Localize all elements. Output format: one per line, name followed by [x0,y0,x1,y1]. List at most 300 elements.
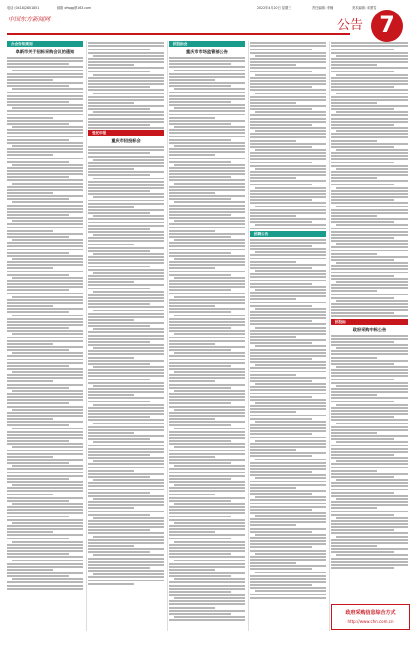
text-line [88,64,134,66]
article-title: 政府采购中标公告 [352,326,387,332]
text-line [250,481,326,483]
text-line [169,566,245,568]
text-line [88,118,164,120]
text-line [7,85,69,87]
text-line [88,67,164,69]
text-line [88,539,164,541]
text-line [12,258,83,260]
text-line [331,121,408,123]
text-line [250,99,326,101]
text-line [174,126,245,128]
text-line [7,318,83,320]
text-line [88,209,164,211]
text-line [250,556,326,558]
text-line [93,159,164,161]
text-line [7,267,53,269]
text-line [250,427,326,429]
text-line [88,401,150,403]
text-line [331,451,408,453]
text-line [331,268,408,270]
text-line [169,242,245,244]
text-line [250,499,326,501]
text-line [250,484,326,486]
text-line [331,272,408,274]
text-line [336,111,408,113]
text-line [7,475,83,477]
text-line [88,171,164,173]
text-line [169,519,245,521]
text-line [250,537,326,539]
text-line [169,324,245,326]
text-line [169,173,245,175]
text-line [169,327,231,329]
text-line [169,362,245,364]
text-line [12,315,83,317]
text-line [255,327,326,329]
text-line [250,521,326,523]
text-line [336,441,408,443]
text-line [169,286,245,288]
text-line [250,437,326,439]
text-line [331,297,394,299]
text-line [88,492,150,494]
text-line [336,168,408,170]
text-line [331,495,408,497]
text-line [7,217,83,219]
text-line [250,212,326,214]
text-line [88,501,164,503]
text-line [331,492,394,494]
text-line [12,145,83,147]
text-line [174,597,245,599]
text-line [88,576,164,578]
text-line [250,367,326,369]
column-2 [88,41,164,611]
text-line [7,349,69,351]
text-line [331,193,408,195]
text-line [250,349,326,351]
text-line [93,291,164,293]
text-line [331,501,408,503]
text-line [93,536,164,538]
text-line [7,472,83,474]
text-line [250,42,326,44]
text-line [169,506,245,508]
text-line [331,64,377,66]
text-line [88,545,134,547]
gov-title: 政府采购信息综合方式 [345,610,396,616]
text-line [7,509,83,511]
text-line [7,101,69,103]
text-line [169,603,245,605]
text-line [88,149,164,151]
text-line [7,327,69,329]
text-line [169,399,245,401]
text-line [331,315,408,317]
top-info-bar [7,5,408,12]
text-line [174,616,245,618]
text-line [93,328,164,330]
text-line [250,254,326,256]
text-line [250,86,312,88]
text-line [250,452,326,454]
text-line [88,325,150,327]
text-line [331,303,408,305]
text-line [331,360,408,362]
text-line [250,389,326,391]
text-line [250,80,326,82]
text-line [331,463,408,465]
text-line [169,462,231,464]
text-line [331,564,408,566]
text-line [169,512,245,514]
text-line [250,575,326,577]
text-line [336,498,408,500]
text-line [7,355,83,357]
text-line [169,384,245,386]
text-line [88,372,164,374]
text-line [7,572,83,574]
text-line [331,561,408,563]
text-line [169,66,245,68]
text-line [169,440,231,442]
text-line [7,556,83,558]
text-line [88,394,134,396]
text-line [169,402,231,404]
text-line [88,237,164,239]
text-line [12,371,83,373]
text-line [88,114,164,116]
text-line [250,465,326,467]
text-line [7,167,83,169]
text-line [250,77,326,79]
column-3 [169,41,245,611]
text-line [7,129,83,131]
text-line [7,440,69,442]
text-line [250,67,326,69]
text-line [7,393,83,395]
text-line [7,249,83,251]
text-line [88,429,164,431]
text-line [88,489,164,491]
text-line [169,92,245,94]
text-line [255,364,326,366]
text-line [331,476,394,478]
text-line [336,187,408,189]
text-line [7,362,83,364]
text-line [331,246,408,248]
text-line [250,380,312,382]
text-line [7,233,83,235]
text-line [336,423,408,425]
text-line [331,523,408,525]
text-line [88,476,150,478]
text-line [169,415,245,417]
text-line [169,528,245,530]
text-line [93,554,164,556]
text-line [88,353,164,355]
text-line [331,357,377,359]
text-line [169,311,231,313]
text-line [12,333,83,335]
text-line [88,438,150,440]
text-line [250,298,296,300]
text-line [88,203,164,205]
text-line [7,531,53,533]
text-line [250,506,326,508]
text-line [88,52,164,54]
text-line [88,228,150,230]
text-line [250,336,296,338]
text-line [331,379,394,381]
text-line [250,418,312,420]
text-line [250,386,326,388]
text-line [88,363,150,365]
text-line [336,130,408,132]
text-line [7,286,83,288]
text-line [174,107,245,109]
text-line [331,209,408,211]
text-line [88,548,164,550]
text-line [12,446,83,448]
column-4 [250,41,326,611]
text-line [331,184,394,186]
text-line [331,89,408,91]
text-line [7,538,69,540]
text-line [169,223,245,225]
article-body [250,42,326,229]
text-line [169,516,231,518]
text-line [12,578,83,580]
text-line [331,363,394,365]
column-divider [86,41,87,631]
text-line [88,561,164,563]
text-line [169,233,245,235]
text-line [174,88,245,90]
text-line [331,407,408,409]
text-line [250,45,326,47]
section-title: 公告 [337,18,364,33]
text-line [331,77,408,79]
text-line [169,538,231,540]
text-line [174,145,245,147]
text-line [169,487,245,489]
text-line [250,550,326,552]
text-line [7,525,83,527]
text-line [331,221,394,223]
text-line [250,543,326,545]
column-1 [7,41,83,611]
text-line [250,449,296,451]
text-line [169,500,231,502]
text-line [7,274,69,276]
text-line [7,377,83,379]
text-line [250,89,326,91]
text-line [169,76,245,78]
text-line [331,96,408,98]
text-line [169,214,231,216]
text-line [331,391,408,393]
text-line [7,214,69,216]
text-line [7,478,69,480]
text-line [88,391,164,393]
text-line [7,280,83,282]
text-line [7,293,83,295]
text-line [331,526,408,528]
text-line [93,55,164,57]
text-line [331,256,408,258]
text-line [336,460,408,462]
text-line [169,610,245,612]
text-line [169,359,245,361]
text-line [250,292,326,294]
text-line [88,127,164,129]
text-line [255,308,326,310]
text-line [331,397,408,399]
text-line [88,570,164,572]
text-line [250,355,326,357]
text-line [169,456,215,458]
text-line [169,189,245,191]
text-line [331,146,394,148]
page-number: 7 [371,10,403,42]
text-line [88,529,150,531]
text-line [88,190,150,192]
text-line [88,507,134,509]
text-line [169,208,245,210]
text-line [331,102,377,104]
text-line [169,82,245,84]
text-line [331,52,408,54]
text-line [174,296,245,298]
text-line [88,162,164,164]
text-line [331,532,408,534]
text-line [88,448,164,450]
text-line [255,168,326,170]
text-line [7,563,83,565]
text-line [174,465,245,467]
text-line [331,202,408,204]
text-line [250,180,326,182]
text-line [331,218,408,220]
text-line [255,206,326,208]
text-line [174,201,245,203]
text-line [174,409,245,411]
text-line [250,140,296,142]
text-line [174,446,245,448]
text-line [93,573,164,575]
text-line [88,319,134,321]
text-line [255,590,326,592]
text-line [331,86,394,88]
text-line [331,353,408,355]
text-line [331,567,394,569]
text-line [93,423,164,425]
text-line [7,227,83,229]
text-line [336,536,408,538]
text-line [88,184,164,186]
text-line [336,366,408,368]
text-line [174,220,245,222]
text-line [7,346,83,348]
gov-procurement-box [331,604,410,630]
text-line [169,280,245,282]
text-line [250,146,312,148]
text-line [250,415,326,417]
text-line [331,284,408,286]
text-line [331,165,408,167]
text-line [169,377,245,379]
text-line [169,337,245,339]
text-line [331,140,377,142]
text-line [88,470,134,472]
text-line [255,534,326,536]
text-line [331,470,377,472]
text-line [250,314,326,316]
text-line [255,383,326,385]
text-line [7,340,83,342]
text-line [93,215,164,217]
text-line [88,124,150,126]
text-line [331,413,408,415]
text-line [331,49,394,51]
text-line [331,432,377,434]
text-line [169,591,231,593]
text-line [169,211,245,213]
text-line [255,572,326,574]
text-line [88,212,150,214]
text-line [250,215,296,217]
text-line [88,454,150,456]
text-line [250,108,312,110]
gov-url[interactable]: http://www.chn.com.cn [347,619,394,624]
text-line [88,514,150,516]
text-line [12,164,83,166]
text-line [7,453,83,455]
text-line [169,374,245,376]
text-line [331,529,394,531]
text-line [250,267,312,269]
text-line [169,227,245,229]
text-line [250,471,312,473]
text-line [174,164,245,166]
text-line [250,594,326,596]
text-line [250,330,326,332]
text-line [250,493,312,495]
text-line [250,105,326,107]
text-line [169,267,215,269]
text-line [7,161,69,163]
text-line [250,158,326,160]
editor: 责任编辑: 李楠 [312,6,334,10]
text-line [331,45,408,47]
text-line [12,541,83,543]
text-line [250,443,326,445]
text-line [169,431,245,433]
text-line [169,550,245,552]
text-line [250,83,326,85]
text-line [169,114,245,116]
text-line [7,110,83,112]
text-line [88,152,150,154]
article-body [331,42,408,317]
text-line [93,234,164,236]
text-line [255,111,326,113]
text-line [255,224,326,226]
text-line [336,206,408,208]
text-line [7,553,69,555]
text-line [250,339,326,341]
